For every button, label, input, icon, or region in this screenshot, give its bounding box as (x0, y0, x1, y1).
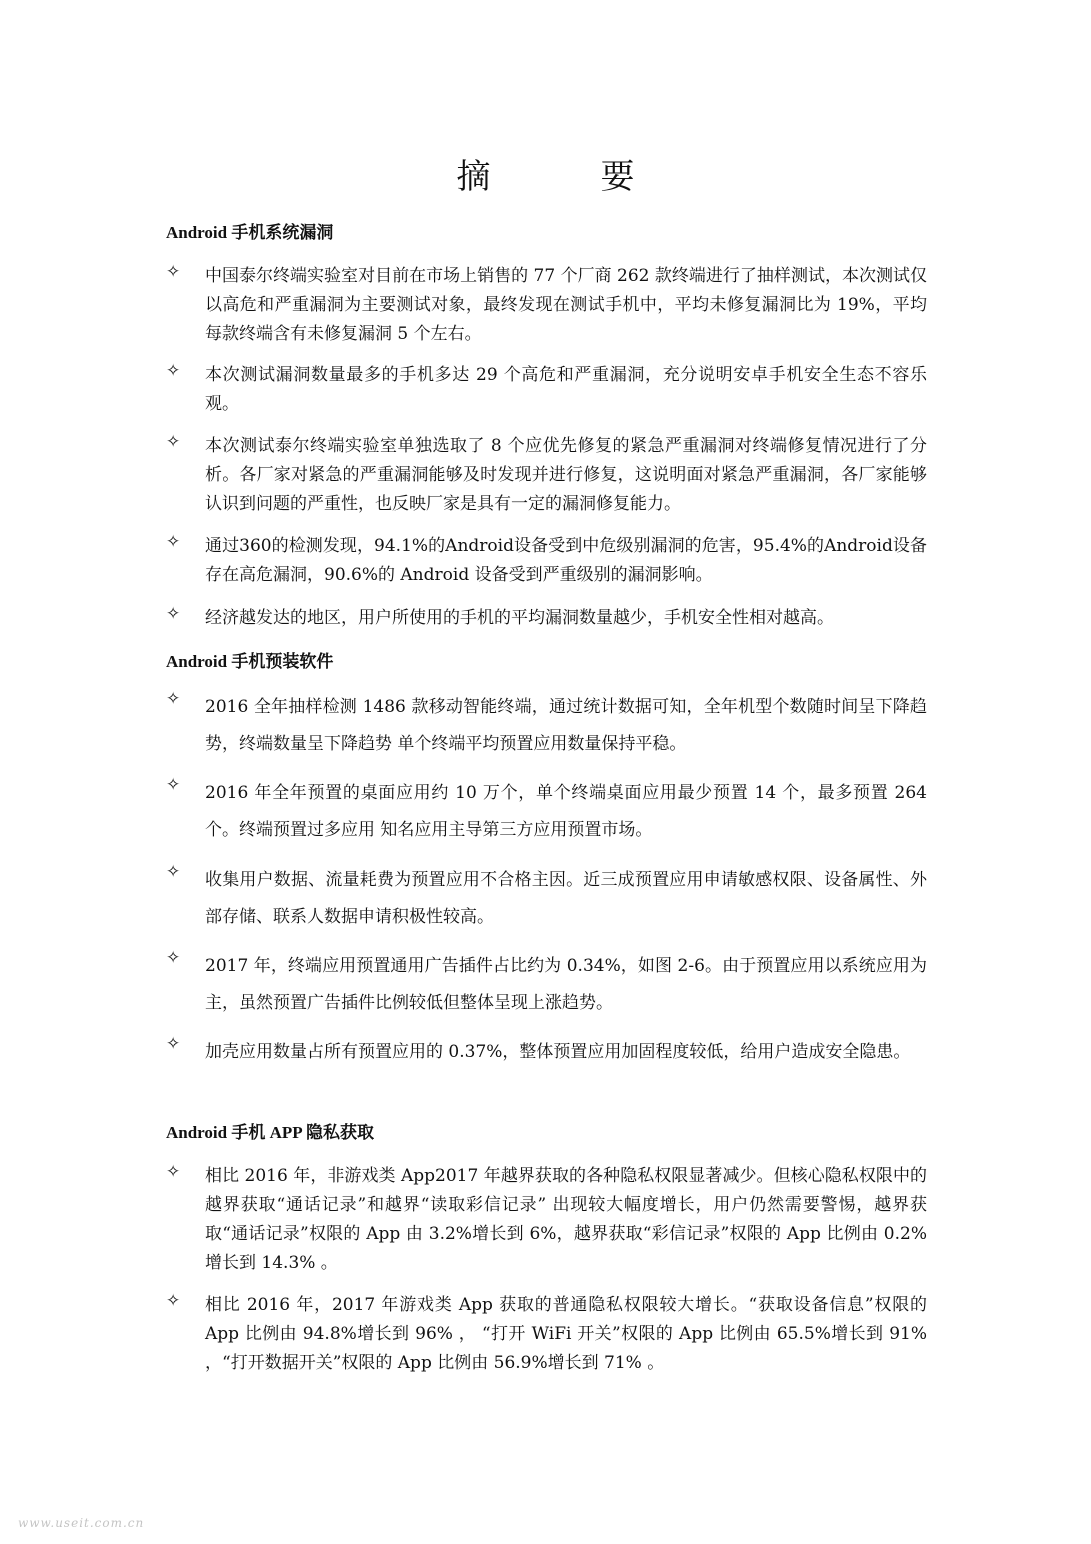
list-item-text: 本次测试漏洞数量最多的手机多达 29 个高危和严重漏洞，充分说明安卓手机安全生态不容乐观。 (205, 365, 927, 414)
list-item-text: 2016 全年抽样检测 1486 款移动智能终端，通过统计数据可知，全年机型个数随时间呈下降趋势，终端数量呈下降趋势 单个终端平均预置应用数量保持平稳。 (205, 697, 927, 754)
bullet-icon: ✧ (166, 432, 181, 452)
bullet-icon: ✧ (166, 1162, 181, 1182)
section-heading-preinstalled-software: Android 手机预装软件 (166, 652, 334, 671)
bullet-icon: ✧ (166, 361, 181, 381)
list-item-text: 本次测试泰尔终端实验室单独选取了 8 个应优先修复的紧急严重漏洞对终端修复情况进行了分析。各厂家对紧急的严重漏洞能够及时发现并进行修复，这说明面对紧急严重漏洞，各厂家能够认识到问题的严重性，也反映厂家是具有一定的漏洞修复能力。 (205, 436, 927, 514)
bullet-icon: ✧ (166, 1034, 181, 1054)
section-heading-system-vulnerabilities: Android 手机系统漏洞 (166, 223, 334, 242)
list-item-text: 中国泰尔终端实验室对目前在市场上销售的 77 个厂商 262 款终端进行了抽样测试，本次测试仅以高危和严重漏洞为主要测试对象，最终发现在测试手机中，平均未修复漏洞比为 19%，平均每款终端含有未修复漏洞 5 个左右。 (205, 266, 927, 344)
bullet-icon: ✧ (166, 532, 181, 552)
list-item-text: 2017 年，终端应用预置通用广告插件占比约为 0.34%，如图 2-6。由于预置应用以系统应用为主，虽然预置广告插件比例较低但整体呈现上涨趋势。 (205, 956, 927, 1013)
bullet-icon: ✧ (166, 689, 181, 709)
bullet-icon: ✧ (166, 862, 181, 882)
watermark: www.useit.com.cn (18, 1516, 145, 1530)
page-title: 摘 要 (456, 157, 673, 197)
bullet-icon: ✧ (166, 604, 181, 624)
bullet-icon: ✧ (166, 775, 181, 795)
list-item-text: 经济越发达的地区，用户所使用的手机的平均漏洞数量越少，手机安全性相对越高。 (205, 608, 834, 628)
bullet-icon: ✧ (166, 948, 181, 968)
bullet-icon: ✧ (166, 262, 181, 282)
section-heading-app-privacy: Android 手机 APP 隐私获取 (166, 1123, 374, 1142)
list-item-text: 通过360的检测发现，94.1%的Android设备受到中危级别漏洞的危害，95.4%的Android设备存在高危漏洞，90.6%的 Android 设备受到严重级别的漏洞影响。 (205, 536, 927, 585)
bullet-icon: ✧ (166, 1291, 181, 1311)
list-item-text: 相比 2016 年，非游戏类 App2017 年越界获取的各种隐私权限显著减少。但核心隐私权限中的越界获取“通话记录”和越界“读取彩信记录” 出现较大幅度增长，用户仍然需要警惕，越界获取“通话记录”权限的 App 由 3.2%增长到 6%，越界获取“彩信记录”权限的 App 比例由 0.2%增长到 14.3% 。 (205, 1166, 927, 1273)
list-item-text: 加壳应用数量占所有预置应用的 0.37%，整体预置应用加固程度较低，给用户造成安全隐患。 (205, 1042, 911, 1062)
list-item-text: 2016 年全年预置的桌面应用约 10 万个，单个终端桌面应用最少预置 14 个，最多预置 264 个。终端预置过多应用 知名应用主导第三方应用预置市场。 (205, 783, 927, 840)
list-item-text: 收集用户数据、流量耗费为预置应用不合格主因。近三成预置应用申请敏感权限、设备属性、外部存储、联系人数据申请积极性较高。 (205, 870, 927, 927)
list-item-text: 相比 2016 年，2017 年游戏类 App 获取的普通隐私权限较大增长。“获取设备信息”权限的 App 比例由 94.8%增长到 96% ， “打开 WiFi 开关”权限的 App 比例由 65.5%增长到 91% ，“打开数据开关”权限的 App 比例由 56.9%增长到 71% 。 (205, 1295, 927, 1373)
